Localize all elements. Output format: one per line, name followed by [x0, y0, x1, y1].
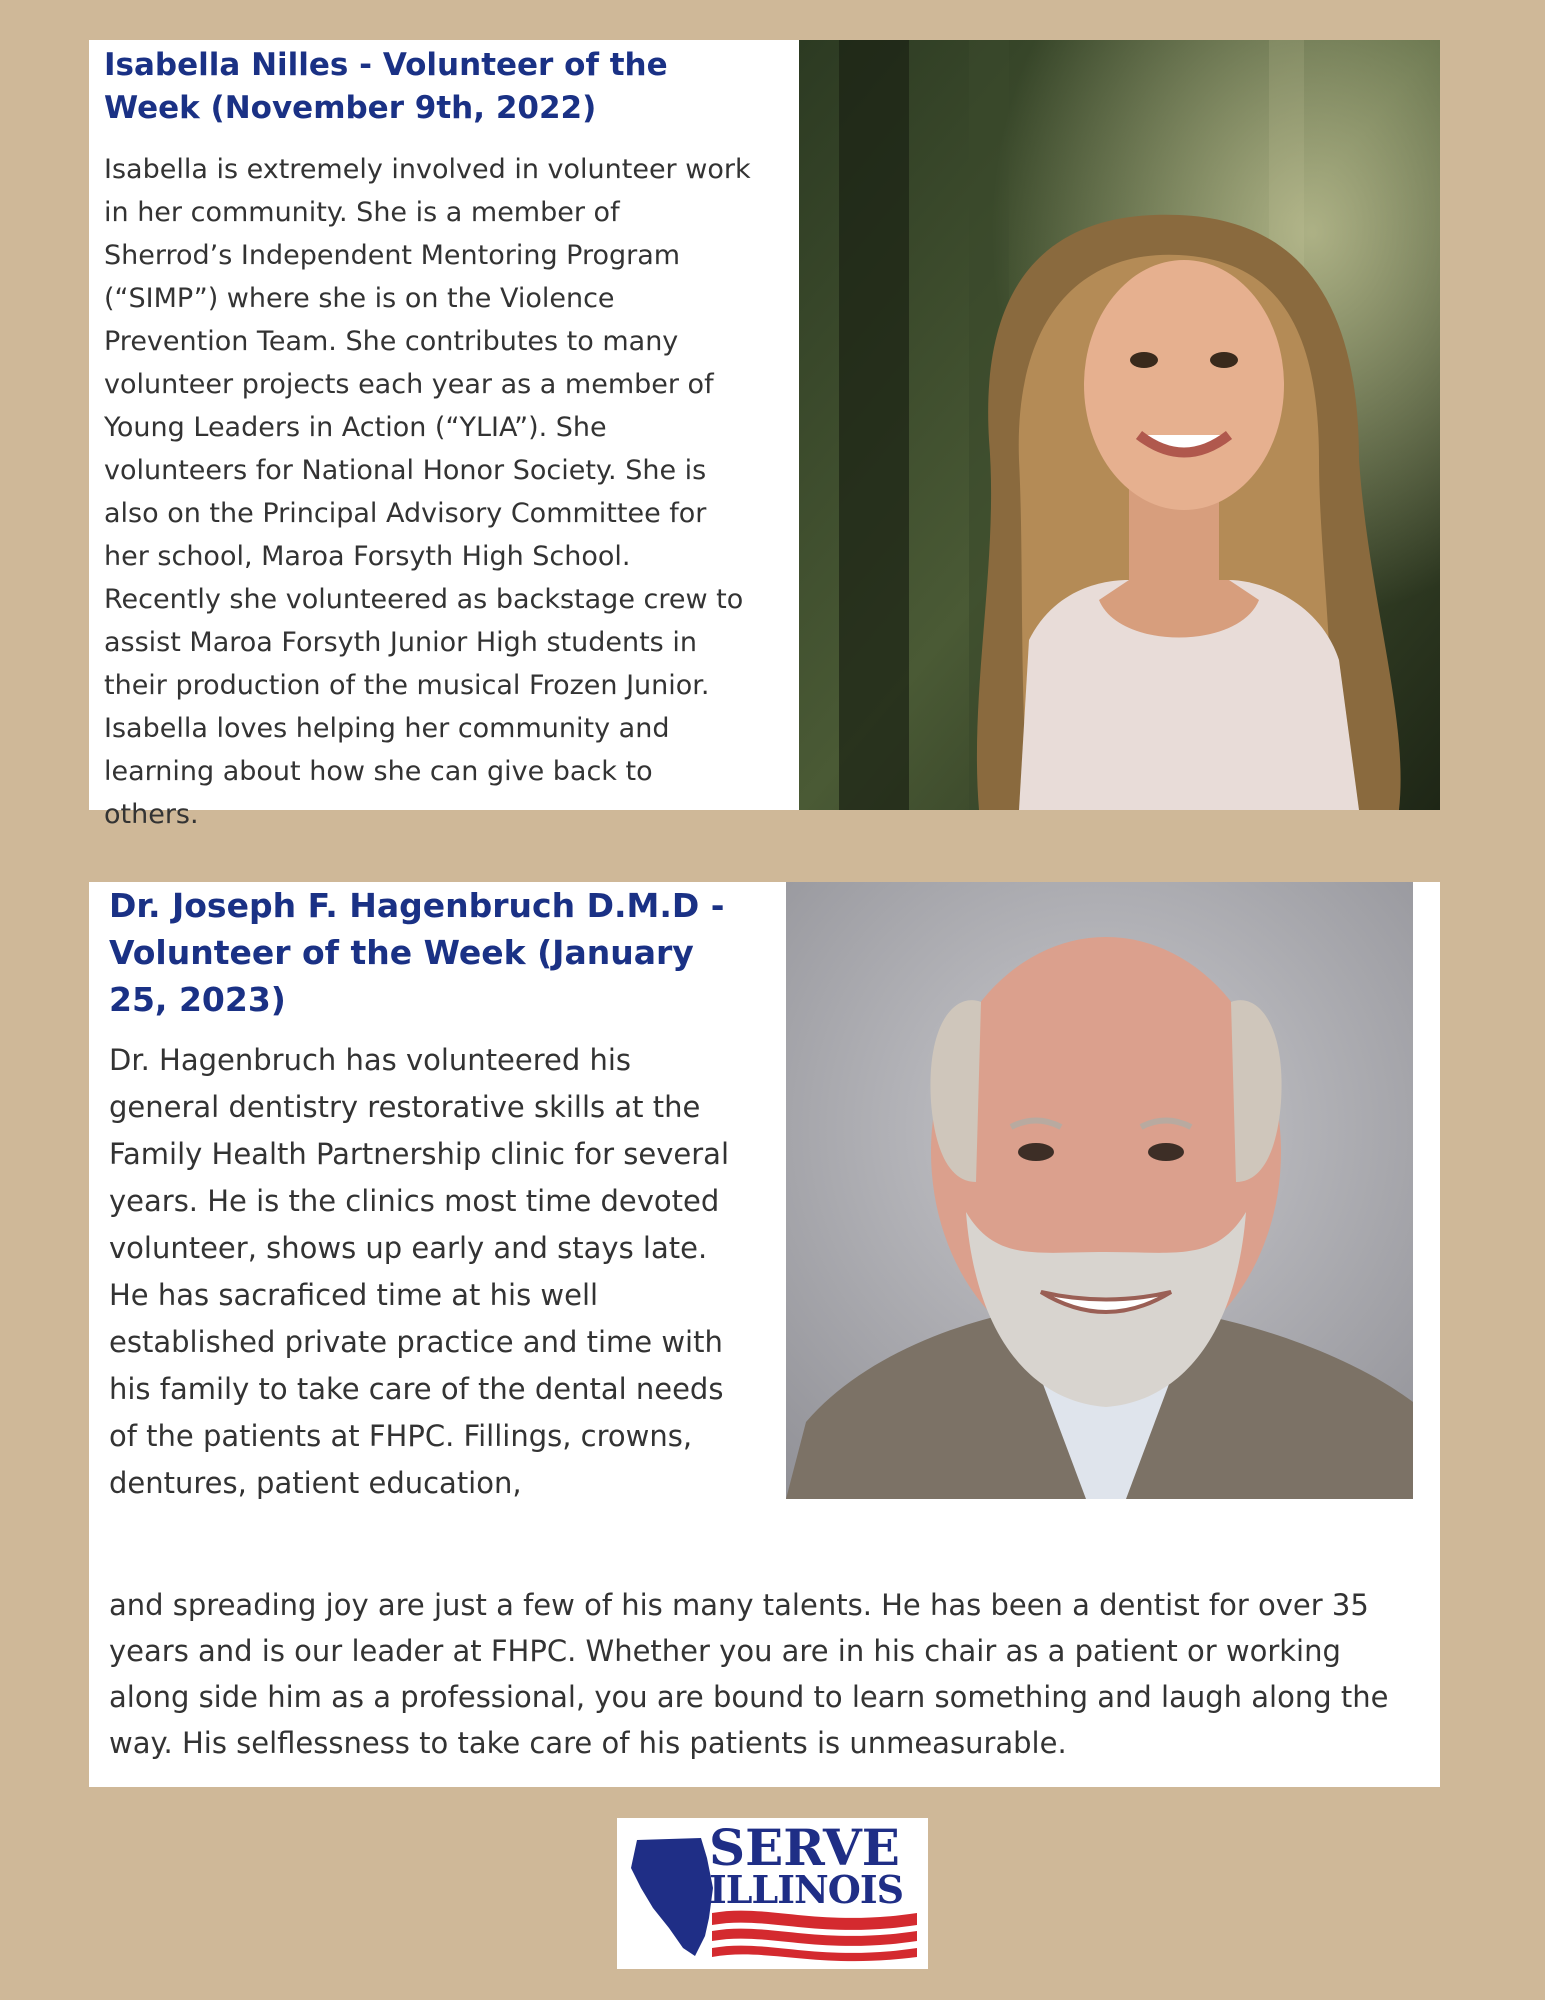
volunteer-title: Dr. Joseph F. Hagenbruch D.M.D - Volunteer of the Week (January 25, 2023) [109, 886, 725, 1019]
volunteer-description: Isabella is extremely involved in volunteer work in her community. She is a member of Sherrod’s Independent Mentoring Program (“SIMP”) where she is on the Violence Prevention Team. She contributes to many volunteer projects each year as a member of Young Leaders in Action (“YLIA”). She volunteers for National Honor Society. She is also on the Principal Advisory Committee for her school, Maroa Forsyth High School. Recently she volunteered as backstage crew to assist Maroa Forsyth Junior High students in their production of the musical Frozen Junior. Isabella loves helping her community and learning about how she can give back to others. [104, 154, 751, 830]
logo-text-serve: SERVE [709, 1818, 900, 1877]
volunteer-description-continued: and spreading joy are just a few of his many talents. He has been a dentist for over 35 years and is our leader at FHPC. Whether you are in his chair as a patient or working along side him as a professional, you are bound to learn something and laugh along the way. His selflessness to take care of his patients is unmeasurable. [109, 1588, 1389, 1760]
isabella-photo [799, 40, 1440, 810]
volunteer-description: Dr. Hagenbruch has volunteered his general dentistry restorative skills at the Family Health Partnership clinic for several years. He is the clinics most time devoted volunteer, shows up early and stays late. He has sacraficed time at his well established private practice and time with his family to take care of the dental needs of the patients at FHPC. Fillings, crowns, dentures, patient education, [109, 1043, 730, 1500]
hagenbruch-photo [786, 882, 1413, 1499]
volunteer-title: Isabella Nilles - Volunteer of the Week (November 9th, 2022) [104, 47, 668, 126]
serve-illinois-logo [617, 1818, 928, 1969]
volunteer-card-hagenbruch [89, 882, 1440, 1787]
portrait-photo-icon [799, 40, 1440, 810]
logo-text-illinois: ILLINOIS [709, 1867, 904, 1912]
portrait-photo-icon [786, 882, 1413, 1499]
volunteer-card-isabella [89, 40, 1440, 830]
